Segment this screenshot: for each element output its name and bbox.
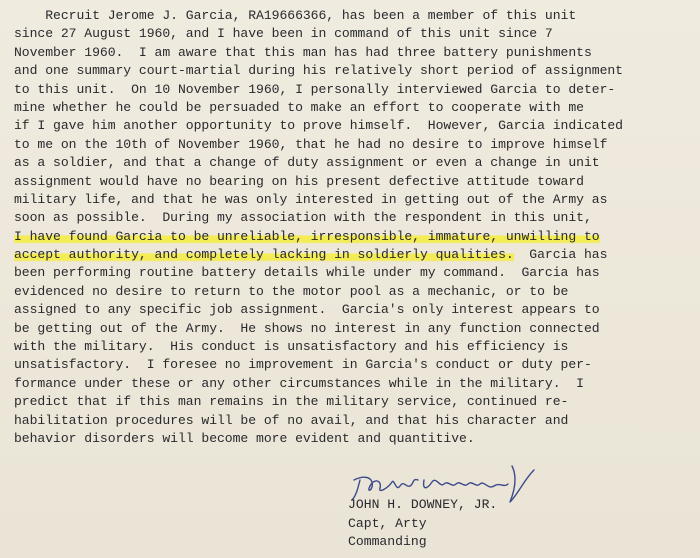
signer-role: Commanding — [348, 534, 427, 549]
body-line: as a soldier, and that a change of duty assignment or even a change in unit — [14, 155, 600, 171]
highlight-mark: I have found Garcia to be unreliable, irresponsible, immature, unwilling to — [14, 228, 600, 244]
body-line: November 1960. I am aware that this man has had three battery punishments — [14, 44, 592, 60]
body-line: unsatisfactory. I foresee no improvement in Garcia's conduct or duty per- — [14, 357, 592, 373]
body-line: military life, and that he was only interested in getting out of the Army as — [14, 191, 608, 207]
body-line: assigned to any specific job assignment. Garcia's only interest appears to — [14, 302, 600, 318]
body-line: formance under these or any other circumstances while in the military. I — [14, 375, 584, 391]
letter-body — [14, 7, 698, 448]
body-line: mine whether he could be persuaded to make an effort to cooperate with me — [14, 99, 584, 115]
body-line: with the military. His conduct is unsatisfactory and his efficiency is — [14, 339, 569, 355]
body-line: evidenced no desire to return to the motor pool as a mechanic, or to be — [14, 283, 569, 299]
body-line: been performing routine battery details while under my command. Garcia has — [14, 265, 600, 281]
body-line: soon as possible. During my association with the respondent in this unit, — [14, 210, 592, 226]
body-line: behavior disorders will become more evident and quantitive. — [14, 430, 475, 446]
body-line: since 27 August 1960, and I have been in command of this unit since 7 — [14, 26, 553, 42]
body-line: to me on the 10th of November 1960, that he had no desire to improve himself — [14, 136, 608, 152]
body-line: assignment would have no bearing on his present defective attitude toward — [14, 173, 584, 189]
body-line: be getting out of the Army. He shows no interest in any function connected — [14, 320, 600, 336]
body-line: predict that if this man remains in the military service, continued re- — [14, 394, 569, 410]
body-line: and one summary court-martial during his relatively short period of assignment — [14, 63, 623, 79]
highlight-mark: accept authority, and completely lacking in soldierly qualities. — [14, 247, 514, 263]
body-line: habilitation procedures will be of no avail, and that his character and — [14, 412, 569, 428]
highlighted-line: accept authority, and completely lacking in soldierly qualities. Garcia has — [14, 247, 608, 263]
signer-name: JOHN H. DOWNEY, JR. — [348, 497, 498, 512]
signer-rank: Capt, Arty — [348, 516, 427, 531]
body-line: to this unit. On 10 November 1960, I personally interviewed Garcia to deter- — [14, 81, 616, 97]
body-line: Recruit Jerome J. Garcia, RA19666366, has been a member of this unit — [14, 8, 577, 23]
highlighted-line — [14, 228, 698, 246]
body-line: if I gave him another opportunity to prove himself. However, Garcia indicated — [14, 118, 623, 134]
